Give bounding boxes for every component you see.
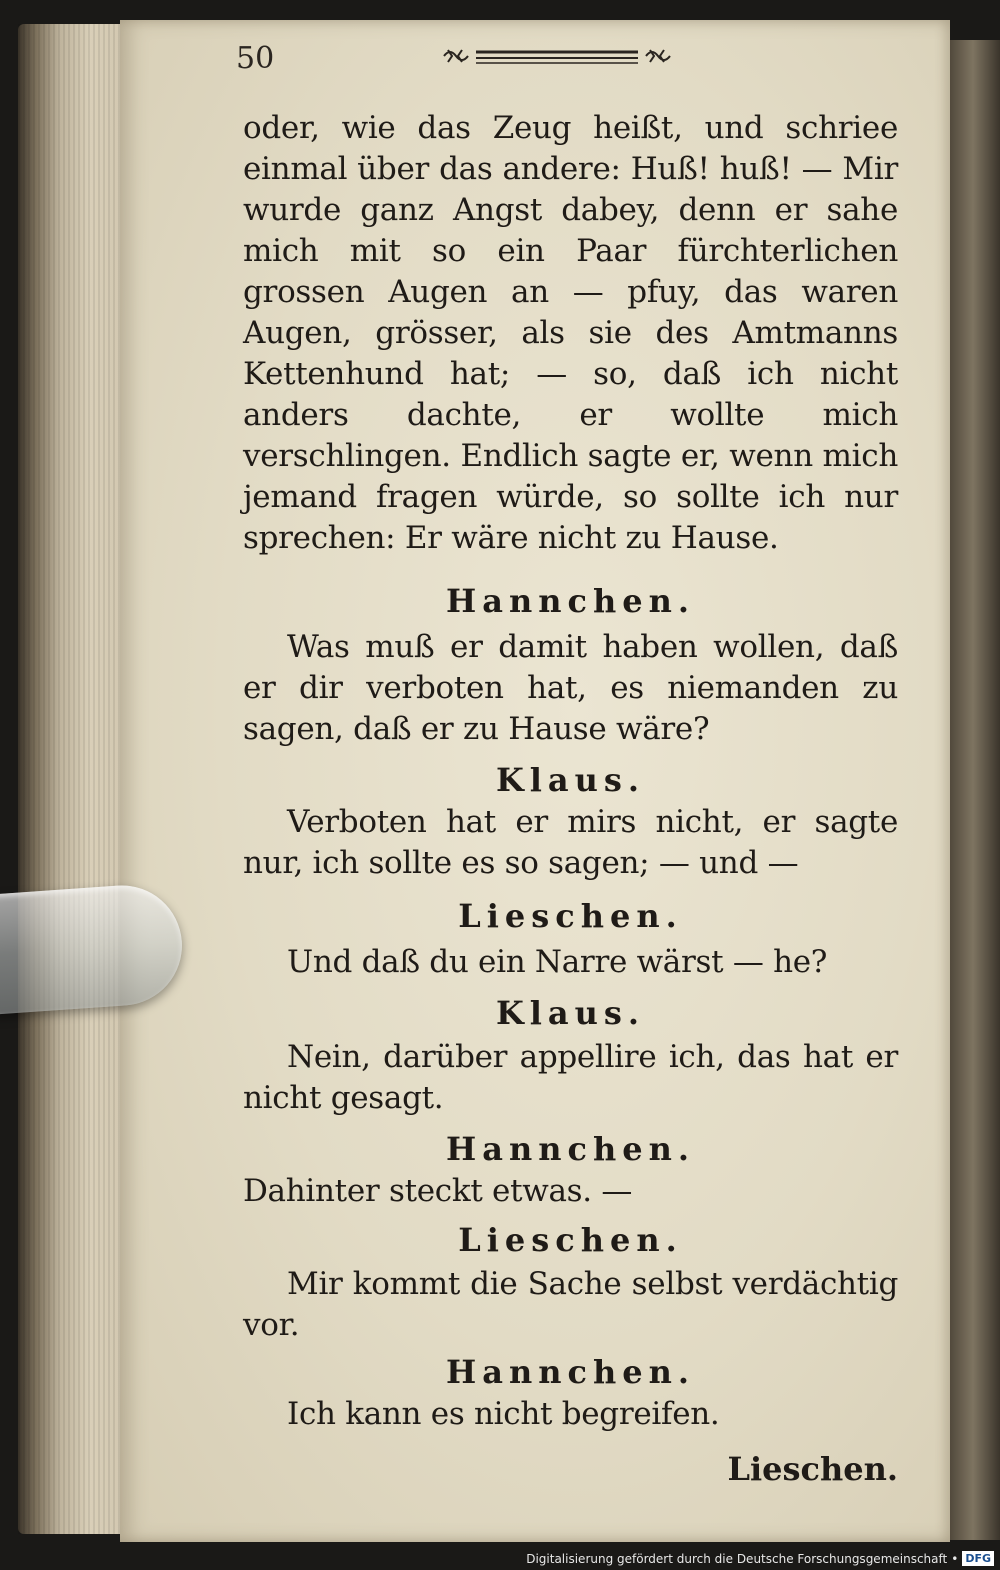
speaker-name: Hannchen. [445,1353,695,1391]
paragraph-opening: oder, wie das Zeug heißt, und schriee einmal über das andere: Huß! huß! — Mir wurde ganz Angst dabey, denn er sahe mich mit so ein Paar fürchterlichen grossen Augen an — pfuy, das waren Augen, grösser, als sie des Amtmanns Kettenhund hat; — so, daß ich nicht anders dachte, er wollte mich verschlingen. Endlich sagte er, wenn mich jemand fragen würde, so sollte ich nur sprechen: Er wäre nicht zu Hause. [243,110,898,556]
speaker-name: Lieschen. [458,1221,683,1259]
page-header [236,38,676,78]
header-ornament-rule [442,44,672,68]
speaker-name: Klaus. [495,994,646,1032]
digitization-credit: Digitalisierung gefördert durch die Deutsche Forschungsgemeinschaft • DFG [526,1551,994,1566]
dialogue-line: Und daß du ein Narre wärst — he? [287,944,828,980]
speaker-name: Hannchen. [445,1130,695,1168]
speaker-name: Klaus. [495,761,646,799]
catchword: Lieschen. [727,1450,898,1488]
next-page-edge [946,40,1000,1540]
page-number: 50 [236,40,275,76]
speaker-name: Hannchen. [445,582,695,620]
dialogue-line: Ich kann es nicht begreifen. [287,1396,720,1432]
speaker-name: Lieschen. [458,897,683,935]
dialogue-line: Mir kommt die Sache selbst verdächtig vor. [243,1266,898,1343]
dialogue-line: Verboten hat er mirs nicht, er sagte nur, ich sollte es so sagen; — und — [243,804,898,881]
dfg-logo: DFG [962,1551,994,1566]
dialogue-line: Was muß er damit haben wollen, daß er dir verboten hat, es niemanden zu sagen, daß er zu Hause wäre? [243,629,898,747]
page-body-text [243,108,898,1489]
dialogue-line: Dahinter steckt etwas. — [243,1173,633,1209]
credit-text: Digitalisierung gefördert durch die Deutsche Forschungsgemeinschaft [526,1551,948,1566]
dialogue-line: Nein, darüber appellire ich, das hat er nicht gesagt. [243,1039,898,1116]
